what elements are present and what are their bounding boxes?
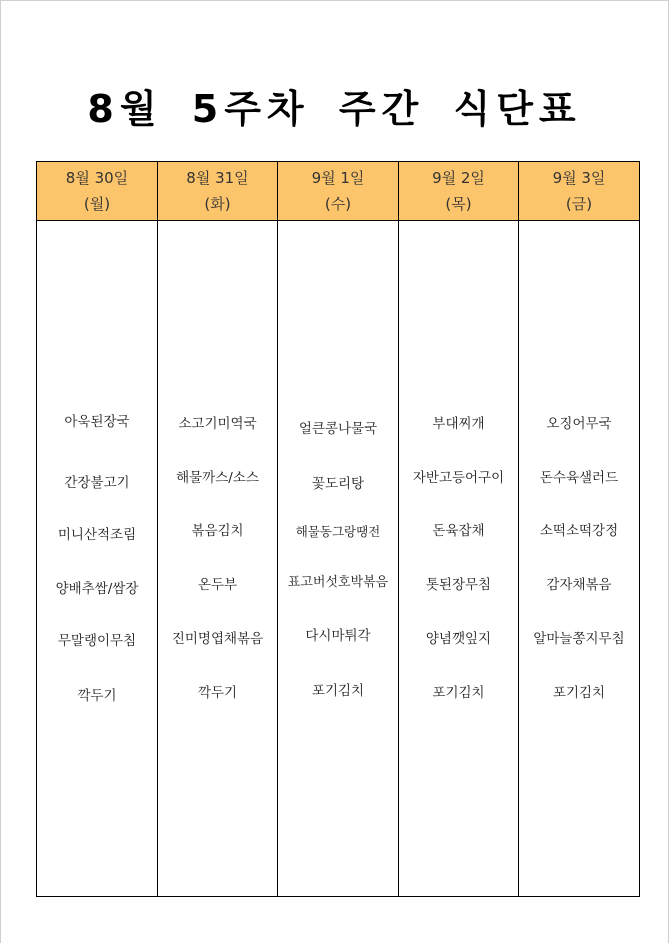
menu-item: 온두부 bbox=[197, 577, 238, 593]
menu-item: 포기김치 bbox=[432, 685, 485, 701]
menu-cell-fri bbox=[519, 221, 640, 897]
day-date: 9월 1일 bbox=[311, 169, 365, 187]
day-header-thu bbox=[399, 162, 519, 221]
menu-cell-tue bbox=[158, 221, 278, 897]
day-header-wed bbox=[278, 162, 399, 221]
menu-item: 미니산적조림 bbox=[57, 527, 137, 543]
menu-item: 양배추쌈/쌈장 bbox=[55, 581, 139, 597]
day-weekday: (금) bbox=[565, 195, 593, 213]
menu-item: 볶음김치 bbox=[191, 523, 244, 539]
menu-item: 돈육잡채 bbox=[432, 523, 485, 539]
menu-cell-wed bbox=[278, 221, 399, 897]
menu-item: 부대찌개 bbox=[432, 416, 485, 432]
menu-item: 아욱된장국 bbox=[64, 414, 130, 430]
menu-item: 포기김치 bbox=[311, 683, 365, 699]
day-weekday: (수) bbox=[324, 195, 352, 213]
day-date: 9월 2일 bbox=[432, 169, 485, 187]
menu-item: 감자채볶음 bbox=[546, 577, 612, 593]
menu-item: 톳된장무침 bbox=[425, 577, 492, 593]
menu-item: 표고버섯호박볶음 bbox=[287, 575, 389, 590]
menu-item: 깍두기 bbox=[77, 688, 117, 704]
day-date: 9월 3일 bbox=[552, 169, 606, 187]
menu-cell-thu bbox=[399, 221, 519, 897]
day-header-fri bbox=[519, 162, 640, 221]
menu-item: 자반고등어구이 bbox=[412, 470, 505, 486]
day-date: 8월 30일 bbox=[65, 169, 129, 187]
menu-item: 소고기미역국 bbox=[178, 416, 257, 432]
menu-item: 다시마튀각 bbox=[305, 628, 371, 644]
menu-item: 소떡소떡강정 bbox=[539, 523, 619, 539]
menu-cell-mon bbox=[37, 221, 158, 897]
day-date: 8월 31일 bbox=[186, 169, 249, 187]
page-title: 8월 5주차 주간 식단표 bbox=[87, 87, 582, 131]
menu-item: 꽃도리탕 bbox=[311, 476, 365, 492]
menu-item: 간장불고기 bbox=[64, 475, 130, 491]
day-weekday: (목) bbox=[445, 195, 472, 213]
day-header-mon bbox=[37, 162, 158, 221]
menu-item: 포기김치 bbox=[552, 685, 606, 701]
menu-row bbox=[37, 221, 640, 897]
menu-item: 해물까스/소스 bbox=[176, 470, 259, 486]
menu-item: 오징어무국 bbox=[546, 416, 612, 432]
weekly-menu-table bbox=[36, 161, 640, 897]
menu-item: 알마늘쫑지무침 bbox=[533, 631, 625, 647]
menu-item: 무말랭이무침 bbox=[57, 633, 137, 649]
menu-item: 진미명엽채볶음 bbox=[171, 631, 264, 647]
menu-item: 해물동그랑땡전 bbox=[295, 524, 381, 539]
header-row bbox=[37, 162, 640, 221]
day-weekday: (월) bbox=[83, 195, 111, 213]
day-weekday: (화) bbox=[204, 195, 231, 213]
menu-item: 얼큰콩나물국 bbox=[298, 421, 378, 437]
menu-item: 깍두기 bbox=[197, 685, 238, 701]
day-header-tue bbox=[158, 162, 278, 221]
menu-item: 양념깻잎지 bbox=[425, 631, 492, 647]
menu-item: 돈수육샐러드 bbox=[539, 470, 619, 486]
